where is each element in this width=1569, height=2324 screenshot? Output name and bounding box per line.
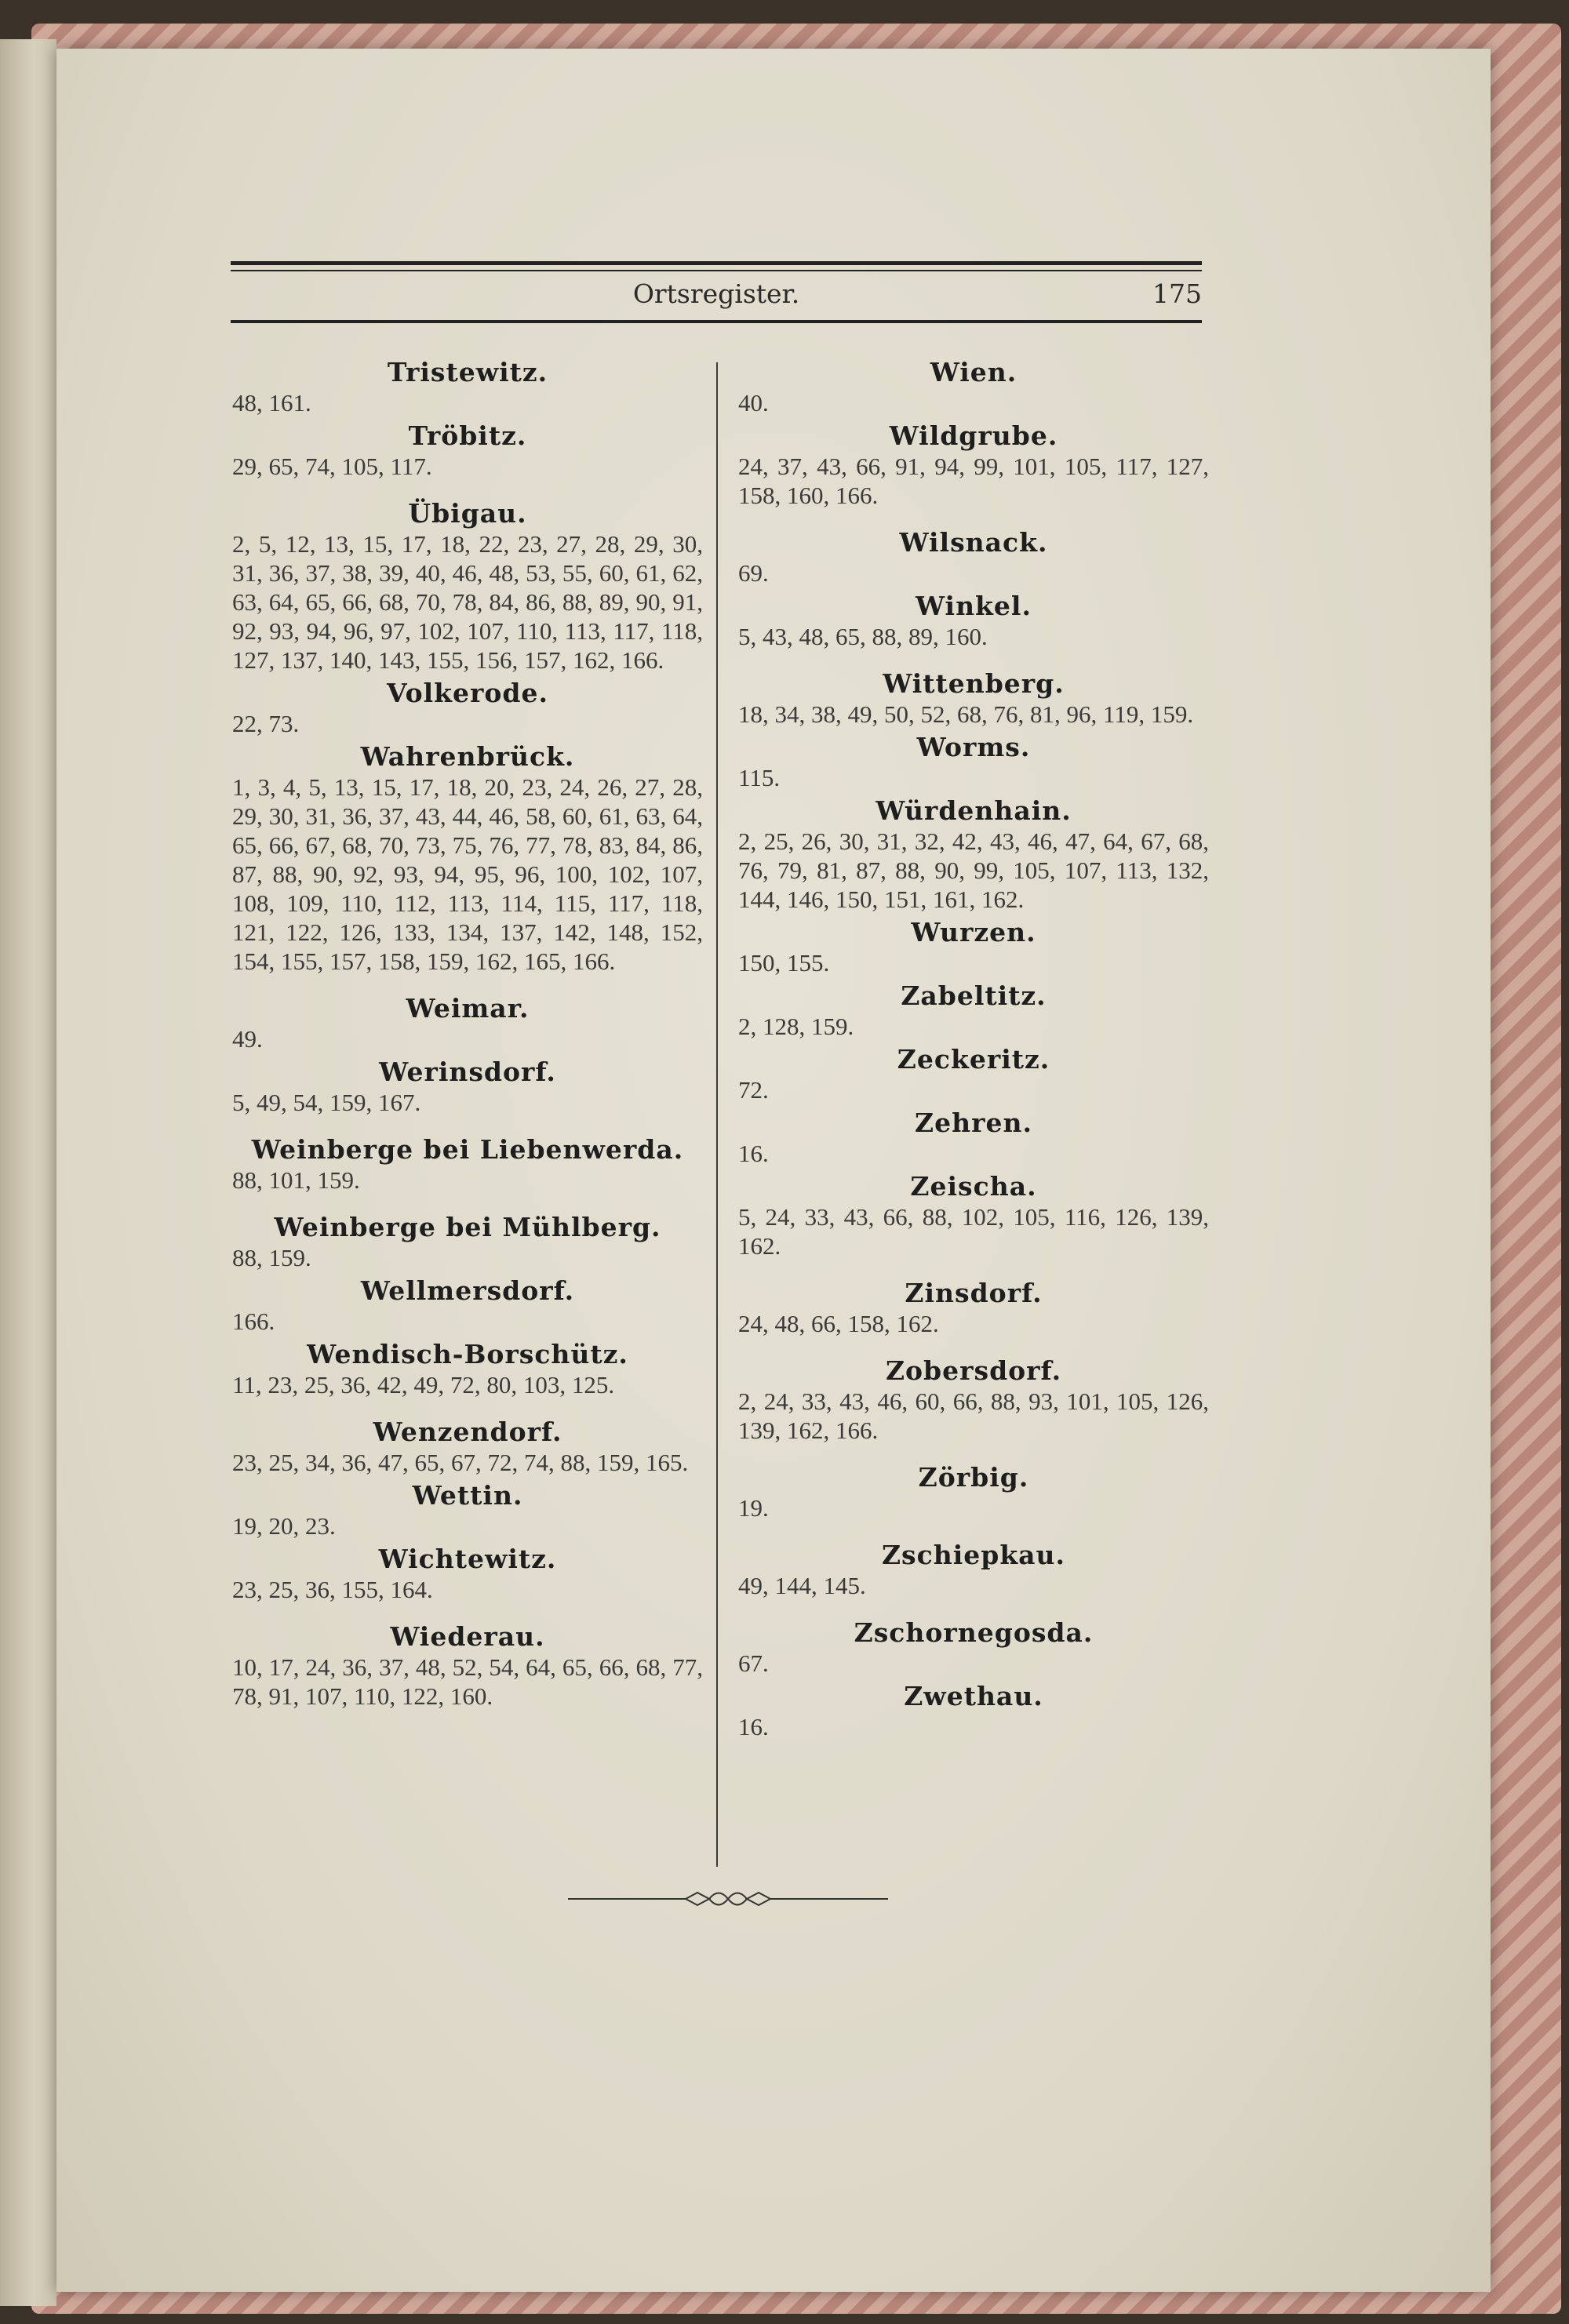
place-name: Wurzen. xyxy=(911,917,1036,947)
page-refs: 48, 161. xyxy=(232,389,311,416)
place-name: Weinberge bei Liebenwerda. xyxy=(251,1134,684,1165)
header-rule-bottom xyxy=(231,320,1202,323)
page-refs: 49, 144, 145. xyxy=(738,1572,866,1599)
page-refs: 2, 25, 26, 30, 31, 32, 42, 43, 46, 47, 64, 67, 68, 76, 79, 81, 87, 88, 90, 99, 105, 107, 113, 132, 144, 146, 150, 151, 161, 162. xyxy=(738,827,1209,913)
end-ornament xyxy=(568,1887,888,1911)
column-divider xyxy=(716,362,718,1867)
place-name: Zeischa. xyxy=(910,1171,1037,1202)
page-refs: 2, 24, 33, 43, 46, 60, 66, 88, 93, 101, 105, 126, 139, 162, 166. xyxy=(738,1387,1209,1444)
index-entry xyxy=(738,527,1209,587)
place-name: Werinsdorf. xyxy=(379,1057,556,1087)
page-refs: 24, 37, 43, 66, 91, 94, 99, 101, 105, 117, 127, 158, 160, 166. xyxy=(738,453,1209,509)
index-entry xyxy=(738,420,1209,510)
page-refs: 16. xyxy=(738,1713,769,1740)
page-refs: 10, 17, 24, 36, 37, 48, 52, 54, 64, 65, 66, 68, 77, 78, 91, 107, 110, 122, 160. xyxy=(232,1653,703,1710)
page-refs: 150, 155. xyxy=(738,949,830,977)
index-entry xyxy=(232,741,703,976)
page-refs: 88, 159. xyxy=(232,1244,311,1271)
header-rule-top-thin xyxy=(231,270,1202,271)
index-entry xyxy=(232,1417,703,1477)
place-name: Tristewitz. xyxy=(387,357,548,387)
place-name: Zschornegosda. xyxy=(854,1617,1094,1648)
page-refs: 88, 101, 159. xyxy=(232,1166,360,1194)
index-entry xyxy=(738,1462,1209,1522)
place-name: Zeckeritz. xyxy=(897,1044,1050,1075)
page-refs: 5, 43, 48, 65, 88, 89, 160. xyxy=(738,623,988,650)
index-entry xyxy=(738,795,1209,914)
page-refs: 24, 48, 66, 158, 162. xyxy=(738,1310,939,1337)
index-entry xyxy=(738,1540,1209,1600)
header-rule-top-thick xyxy=(231,261,1202,265)
page-refs: 5, 49, 54, 159, 167. xyxy=(232,1089,421,1116)
index-entry xyxy=(738,1171,1209,1260)
place-name: Worms. xyxy=(916,732,1031,762)
index-entry xyxy=(738,357,1209,417)
place-name: Würdenhain. xyxy=(876,795,1072,826)
place-name: Volkerode. xyxy=(387,678,548,708)
index-entry xyxy=(232,1212,703,1272)
page-refs: 1, 3, 4, 5, 13, 15, 17, 18, 20, 23, 24, 26, 27, 28, 29, 30, 31, 36, 37, 43, 44, 46, 58, 60, 61, 63, 64, 65, 66, 67, 68, 70, 73, 75, 76, 77, 78, 83, 84, 86, 87, 88, 90, 92, 93, 94, 95, 96, 100, 102, 107, 108, 109, 110, 112, 113, 114, 115, 117, 118, 121, 122, 126, 133, 134, 137, 142, 148, 152, 154, 155, 157, 158, 159, 162, 165, 166. xyxy=(232,773,703,975)
place-name: Wiederau. xyxy=(390,1621,545,1652)
place-name: Wenzendorf. xyxy=(373,1417,562,1447)
page-refs: 40. xyxy=(738,389,769,416)
index-entry xyxy=(232,1480,703,1540)
page-refs: 19. xyxy=(738,1494,769,1522)
page-refs: 49. xyxy=(232,1025,263,1053)
place-name: Tröbitz. xyxy=(408,420,527,451)
index-entry xyxy=(738,1107,1209,1168)
index-entry xyxy=(738,980,1209,1041)
index-entry xyxy=(232,498,703,675)
place-name: Zehren. xyxy=(915,1107,1032,1138)
index-entry xyxy=(232,678,703,738)
index-entry xyxy=(232,993,703,1053)
page-refs: 2, 128, 159. xyxy=(738,1013,854,1040)
index-entry xyxy=(738,1278,1209,1338)
place-name: Wildgrube. xyxy=(889,420,1058,451)
index-entry xyxy=(232,1057,703,1117)
place-name: Zinsdorf. xyxy=(905,1278,1043,1308)
page-refs: 115. xyxy=(738,764,781,791)
place-name: Wien. xyxy=(930,357,1017,387)
page-refs: 67. xyxy=(738,1649,769,1677)
index-entry xyxy=(232,420,703,481)
index-entry xyxy=(738,1044,1209,1104)
index-entry xyxy=(232,357,703,417)
register-title: Ortsregister. xyxy=(632,278,800,309)
index-entry xyxy=(738,668,1209,729)
page-refs: 18, 34, 38, 49, 50, 52, 68, 76, 81, 96, 119, 159. xyxy=(738,700,1194,728)
index-entry xyxy=(232,1621,703,1711)
index-entry xyxy=(738,591,1209,651)
place-name: Wendisch-Borschütz. xyxy=(307,1339,628,1369)
place-name: Winkel. xyxy=(916,591,1032,621)
index-entry xyxy=(738,732,1209,792)
place-name: Wilsnack. xyxy=(899,527,1048,558)
index-entry xyxy=(232,1134,703,1195)
place-name: Wittenberg. xyxy=(883,668,1065,699)
page-refs: 19, 20, 23. xyxy=(232,1512,336,1540)
left-page-edge xyxy=(0,39,56,2306)
place-name: Wahrenbrück. xyxy=(360,741,575,772)
running-head xyxy=(231,278,1202,318)
place-name: Weimar. xyxy=(406,993,530,1024)
page-refs: 72. xyxy=(738,1076,769,1104)
page-refs: 29, 65, 74, 105, 117. xyxy=(232,453,432,480)
place-name: Wettin. xyxy=(412,1480,523,1511)
right-column xyxy=(738,357,1209,1741)
place-name: Wichtewitz. xyxy=(378,1544,557,1574)
place-name: Wellmersdorf. xyxy=(360,1275,575,1306)
page-refs: 5, 24, 33, 43, 66, 88, 102, 105, 116, 126, 139, 162. xyxy=(738,1203,1209,1260)
place-name: Zobersdorf. xyxy=(885,1355,1062,1386)
page-refs: 166. xyxy=(232,1307,275,1335)
page-refs: 11, 23, 25, 36, 42, 49, 72, 80, 103, 125. xyxy=(232,1371,615,1398)
index-entry xyxy=(738,917,1209,977)
index-entry xyxy=(232,1339,703,1399)
index-entry xyxy=(738,1681,1209,1741)
page-refs: 23, 25, 34, 36, 47, 65, 67, 72, 74, 88, 159, 165. xyxy=(232,1449,689,1476)
page-refs: 2, 5, 12, 13, 15, 17, 18, 22, 23, 27, 28, 29, 30, 31, 36, 37, 38, 39, 40, 46, 48, 53, 55, 60, 61, 62, 63, 64, 65, 66, 68, 70, 78, 84, 86, 88, 89, 90, 91, 92, 93, 94, 96, 97, 102, 107, 110, 113, 117, 118, 127, 137, 140, 143, 155, 156, 157, 162, 166. xyxy=(232,530,703,674)
place-name: Zörbig. xyxy=(918,1462,1029,1493)
place-name: Zabeltitz. xyxy=(901,980,1047,1011)
page-refs: 16. xyxy=(738,1140,769,1167)
page-refs: 23, 25, 36, 155, 164. xyxy=(232,1576,433,1603)
index-entry xyxy=(738,1617,1209,1678)
place-name: Zschiepkau. xyxy=(881,1540,1066,1570)
left-column xyxy=(232,357,703,1711)
place-name: Zwethau. xyxy=(904,1681,1043,1711)
page-refs: 22, 73. xyxy=(232,710,300,737)
index-entry xyxy=(738,1355,1209,1445)
place-name: Übigau. xyxy=(408,498,527,529)
page-refs: 69. xyxy=(738,559,769,587)
index-entry xyxy=(232,1275,703,1336)
index-entry xyxy=(232,1544,703,1604)
place-name: Weinberge bei Mühlberg. xyxy=(274,1212,661,1242)
page-number: 175 xyxy=(1152,278,1202,309)
